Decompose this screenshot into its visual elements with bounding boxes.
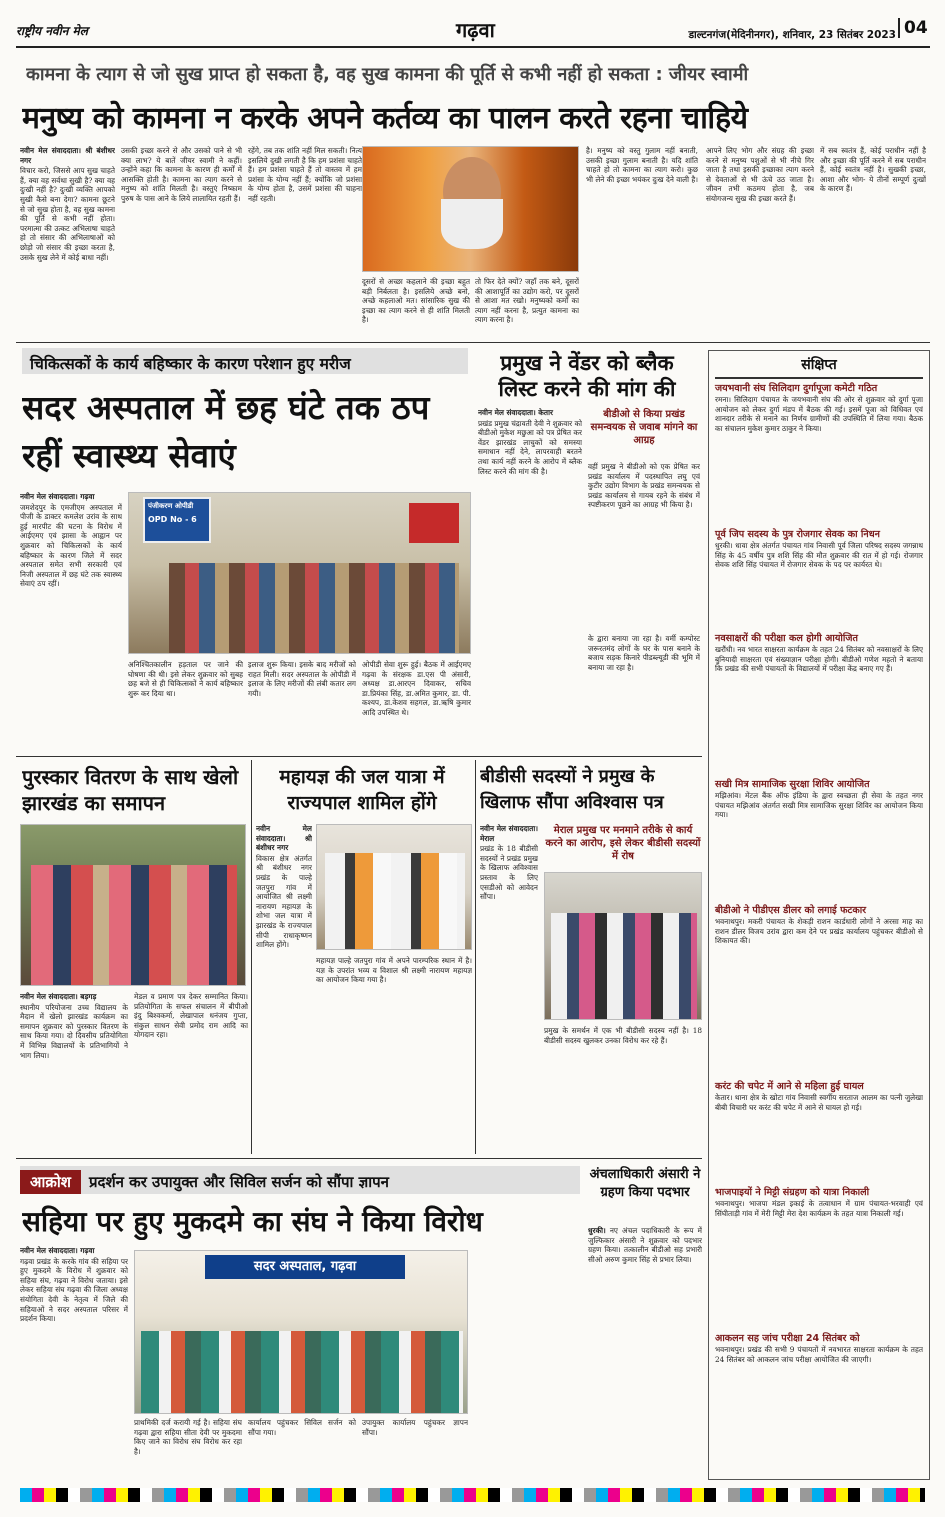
story1-col9: में सब स्वतंत्र हैं, कोई पराधीन नहीं है और इच्छा की पूर्ति करने में सब पराधीन हैं, कोई स्वतंत्र नहीं है। सुखकी इच्छा, आशा और भोग- ये तीनों सम्पूर्ण दुःखों के कारण हैं। [820,146,926,194]
brief-item: जयभवानी संघ सिलिदाग दुर्गापूजा कमेटी गठित रमना। सिलिदाग पंचायत के जयभवानी संघ की ओर से शुक्रवार को दुर्गा पूजा आयोजन को लेकर दुर्गा मंडप में बैठक की गई। इसमें पूजा को विधिवत एवं शानदार तरीके से मनाने का निर्णय ग्रामीणों की उपस्थिति में लिया गया। बैठक का संचालन मुकेश कुमार ठाकुर ने किया। [715,383,923,433]
players-group [31,865,237,986]
beard-shape [441,199,503,249]
story7-col2: प्राथमिकी दर्ज करायी गई है। सहिया संघ गढ़वा द्वारा सहिया सीता देवी पर मुकदमा किए जाने का विरोध संघ विरोध कर रहा है। [134,1418,242,1456]
story7-col4: उपायुक्त कार्यालय पहुंचकर ज्ञापन सौंपा। [362,1418,468,1437]
section-title: गढ़वा [456,18,495,42]
brief-item: करंट की चपेट में आने से महिला हुई घायल केतार। थाना क्षेत्र के खोटा गांव निवासी स्वर्गीय सरताज आलम का पत्नी जुलेखा बीबी विचारी घर करंट की चपेट में आने से घायल हो गई। [715,1081,923,1112]
governor-meeting-photo [316,824,472,950]
story5-col2: महायज्ञ पाल्हे जतपुरा गांव में अपने पारम्परिक स्थान में है। यज्ञ के उपरांत भव्य व विशाल श्री लक्ष्मी नारायण महायज्ञ का आयोजन किया गया है। [316,956,472,985]
story6-deck: मेराल प्रमुख पर मनमाने तरीके से कार्य करने का आरोप, इसे लेकर बीडीसी सदस्यों में रोष [545,825,701,862]
divider [16,756,702,757]
story2-col3: इलाज शुरू किया। इसके बाद मरीजों को राहत मिली। सदर अस्पताल के ओपीडी में इलाज के लिए मरीजों की लंबी कतार लग गयी। [248,660,356,698]
brief-item: आकलन सह जांच परीक्षा 24 सितंबर को भवनाथपुर। प्रखंड की सभी 9 पंचायतों में नवभारत साक्षरता कार्यक्रम के तहत 24 सितंबर को आकलन जांच परीक्षा आयोजित की जाएगी। [715,1333,923,1364]
story3-subhead: बीडीओ से किया प्रखंड समन्वयक से जवाब मांगने का आग्रह [590,409,698,446]
protesters-group [141,1331,463,1414]
story7-col1: नवीन मेल संवाददाता। गढ़वा गढ़वा प्रखंड के करके गांव की सहिया पर हुए मुकदमे के विरोध में शुक्रवार को सहिया संघ, गढ़वा ने विरोध जताया। इसे लेकर सहिया संघ गढ़वा की जिला अध्यक्ष संयोगिता देवी के नेतृत्व में जिले की सहियाओं ने सदर अस्पताल परिसर में प्रदर्शन किया। [20,1246,128,1324]
story1-col6: तो फिर देते क्यों? जहाँ तक बने, दूसरों की आशापूर्ति का उद्योग करो, पर दूसरों से आशा मत रखो। मनुष्यको कर्मों का त्याग नहीं करना है, प्रत्युत कामना का त्याग करना है। [475,277,579,325]
briefs-box [708,350,930,1480]
story2-col2: अनिश्चितकालीन हड़ताल पर जाने की घोषणा की थी। इसे लेकर शुक्रवार को सुबह छह बजे से ही चिकित्सकों ने कार्य बहिष्कार शुरू कर दिया था। [128,660,243,698]
story6-col1: नवीन मेल संवाददाता। मेराल प्रखंड के 18 बीडीसी सदस्यों ने प्रखंड प्रमुख के खिलाफ अविश्वास प्रस्ताव के लिए एसडीओ को आवेदन सौंपा। [480,824,538,902]
hospital-queue-photo [128,492,471,654]
story8-headline: अंचलाधिकारी अंसारी ने ग्रहण किया पदभार [589,1167,701,1200]
brief-item: सखी मित्र सामाजिक सुरक्षा शिविर आयोजित मझिआंव। मेंटल बैंक ऑफ इंडिया के द्वारा स्वच्छता ही सेवा के तहत नगर पंचायत मझिआंव अंतर्गत सखी मित्र सामाजिक सुरक्षा शिविर का आयोजन किया गया। [715,779,923,820]
dateline: डाल्टनगंज(मेदिनीनगर), शनिवार, 23 सितंबर 2023 [688,29,896,41]
story1-col3: रहेंगे, तब तक शांति नहीं मिल सकती। नित्य इसलिये दुखी लगती है कि हम प्रशंसा चाहते हैं। हम प्रशंसा चाहते हैं तो वास्तव में हम प्रशंसा के योग्य नहीं हैं; क्योंकि जो प्रशंसा के योग्य होता है, उसमें प्रशंसा की चाहना नहीं रहती। [248,146,362,203]
story7-kicker: आक्रोश प्रदर्शन कर उपायुक्त और सिविल सर्जन को सौंपा ज्ञापन [20,1166,580,1194]
story1-col7: है। मनुष्य को वस्तु गुलाम नहीं बनाती, उसकी इच्छा गुलाम बनाती है। यदि शांति चाहते हो तो कामना का त्याग करो। कुछ भी लेने की इच्छा भयंकर दुःख देने वाली है। [586,146,698,184]
story8-col1: धुरकी। नए अंचल पदाधिकारी के रूप में जुल्फिकार अंसारी ने शुक्रवार को पदभार ग्रहण किया। तत्कालीन बीडीओ सह प्रभारी सीओ अरुण कुमार सिंह से प्रभार लिया। [588,1226,702,1264]
people-group [325,853,465,950]
brief-item: बीडीओ ने पीडीएस डीलर को लगाई फटकार भवनाथपुर। मकरी पंचायत के शेकड़ी राशन कार्डधारी लोगों ने अरसा माह का राशन डीलर विजय उरांव द्वारा कम देने पर प्रखंड कार्यालय पहुंचकर बीडीओ से शिकायत की। [715,905,923,946]
story1-col5: दूसरों से अच्छा कहलाने की इच्छा बहुत बड़ी निर्बलता है। इसलिये अच्छे बनो, अच्छे कहलाओ मत। सांसारिक सुख की इच्छा का त्याग करने से ही शांति मिलती है। [362,277,470,325]
story4-col1: नवीन मेल संवाददाता। बड़गड़ स्थानीय परियोजना उच्च विद्यालय के मैदान में खेलो झारखंड कार्यक्रम का समापन शुक्रवार को पुरस्कार वितरण के साथ किया गया। दो दिवसीय प्रतियोगिता में विभिन्न विद्यालयों के प्रतिभागियों ने भाग लिया। [20,992,128,1060]
story1-col2: उसकी इच्छा करने से और उसको पाने से भी क्या लाभ? ये बातें जीयर स्वामी ने कहीं। उन्होंने कहा कि कामना के कारण ही कर्मों में आसक्ति होती है। कामना का त्याग करने से मनुष्य को शांति मिलती है। वस्तुएं निष्काम पुरुष के पास आने के लिये लालायित रहती हैं। [121,146,242,203]
swami-photo [362,146,579,272]
story2-headline-1: सदर अस्पताल में छह घंटे तक ठप रहीं स्वास्थ्य सेवाएं [22,388,430,475]
story4-headline: पुरस्कार वितरण के साथ खेलो झारखंड का समापन [22,765,239,815]
members-group [551,913,697,1020]
divider [251,760,252,1154]
headline-main: मनुष्य को कामना न करके अपने कर्तव्य का पालन करते रहना चाहिये [22,101,748,136]
story5-headline: महायज्ञ की जल यात्रा में राज्यपाल शामिल होंगे [279,766,445,814]
brief-item: भाजपाइयों ने मिट्टी संग्रहण को यात्रा निकाली भवनाथपुर। भाजपा मंडल इकाई के तत्वाधान में ग्राम पंचायत-भरवाही एवं सिंघीताड़ी गांव में मेरी मिट्टी मेरा देश कार्यक्रम के तहत यात्रा निकाली गई। [715,1187,923,1218]
story3-col2: वहीं प्रमुख ने बीडीओ को एक प्रेषित कर प्रखंड कार्यालय में पदस्थापित लघु एवं कुटीर उद्योग विभाग के प्रखंड समन्वयक से प्रखंड कार्यालय से गायब रहने के संबंध में स्पष्टीकरण पूछने का आग्रह भी किया है। [588,462,700,510]
briefs-title: संक्षिप्त [715,355,923,379]
page-number: 04 [898,18,930,38]
story3-col1: नवीन मेल संवाददाता। केतार प्रखंड प्रमुख चंद्रावती देवी ने शुक्रवार को बीडीओ मुकेश मछुआ को पत्र प्रेषित कर वेंडर झारखंड लाचुकों को समस्या समाधान नहीं देने, लापरवाही बरतने तथा कार्य नहीं करने के आरोप में ब्लैक लिस्ट करने की मांग की है। [478,408,582,476]
kicker-tag: आक्रोश [20,1170,81,1194]
story1-col8: आपने लिए भोग और संग्रह की इच्छा करने से मनुष्य पशुओं से भी नीचे गिर जाता है तथा इसकी इच्छाका त्याग करने से देवताओं से भी ऊंचे उठ जाता है। जीवन तभी कठमय होता है, जब संयोगजन्य सुख की इच्छा करते हैं। [706,146,814,203]
brief-item: नवसाक्षरों की परीक्षा कल होगी आयोजित खरौंधी। नव भारत साक्षरता कार्यक्रम के तहत 24 सितंबर को नवसाक्षरों के लिए बुनियादी साक्षरता एवं संख्याज्ञान परीक्षा होगी। बीडीओ गणेश महतो ने बताया कि प्रखंड की सभी पंचायतों के विद्यालयों में परीक्षा केंद्र बनाए गए हैं। [715,633,923,674]
newspaper-logo: राष्ट्रीय नवीन मेल [16,24,88,38]
divider [16,1158,702,1159]
story2-kicker: चिकित्सकों के कार्य बहिष्कार के कारण परेशान हुए मरीज [22,348,468,374]
red-board [409,503,459,543]
opd-sign: पंजीकरण ओपीडी OPD No - 6 [143,497,211,543]
story5-col1: नवीन मेल संवाददाता। श्री बंशीधर नगर विकास क्षेत्र अंतर्गत श्री बंशीधर नगर प्रखंड के पाल्हे जतपुरा गांव में आयोजित श्री लक्ष्मी नारायण महायज्ञ के शोभा जल यात्रा में झारखंड के राज्यपाल सीपी राधाकृष्णन शामिल होंगे। [256,824,312,950]
print-color-bar [20,1488,925,1502]
masthead [16,14,930,48]
story6-headline: बीडीसी सदस्यों ने प्रमुख के खिलाफ सौंपा अविश्वास पत्र [480,766,664,813]
hospital-sign: सदर अस्पताल, गढ़वा [205,1255,405,1279]
story7-col3: कार्यालय पहुंचकर सिविल सर्जन को सौंपा गया। [248,1418,356,1437]
divider [16,342,930,343]
story7-headline: सहिया पर हुए मुकदमे का संघ ने किया विरोध [22,1205,483,1238]
story2-col1: नवीन मेल संवाददाता। गढ़वा जमशेदपुर के एमजीएम अस्पताल में पीजी के डाक्टर कमलेश उरांव के साथ हुई मारपीट की घटना के विरोध में आईएमए एवं झासा के आह्वान पर शुक्रवार को चिकित्सकों के कार्य बहिष्कार के कारण जिले में सदर अस्पताल समेत सभी सरकारी एवं निजी अस्पताल में छह घंटे तक स्वास्थ्य सेवाएं ठप रहीं। [20,492,122,589]
brief-item: पूर्व जिप सदस्य के पुत्र रोजगार सेवक का निधन धुरकी। धावा क्षेत्र अंतर्गत पंचायत गांव निवासी पूर्व जिला परिषद सदस्य जगन्नाथ सिंह के 45 वर्षीय पुत्र शशि सिंह की मौत शुक्रवार की रात में हो गई। रोजगार सेवक शशि सिंह पंचायत में रोजगार सेवक के पद पर कार्यरत थे। [715,529,923,570]
protest-hospital-photo [134,1250,468,1414]
sports-award-photo [20,824,246,986]
quote-line: कामना के त्याग से जो सुख प्राप्त हो सकता है, वह सुख कामना की पूर्ति से कभी नहीं हो सकता : जीयर स्वामी [26,64,749,85]
story6-col2: प्रमुख के समर्थन में एक भी बीडीसी सदस्य नहीं है। 18 बीडीसी सदस्य खुलकर उनका विरोध कर रहे हैं। [544,1026,702,1045]
bdc-members-photo [544,872,702,1020]
story3-col3: के द्वारा बनाया जा रहा है। वर्मी कम्पोस्ट जरूरतमंद लोगों के घर के पास बनाने के बजाय सड़क किनारे पीडब्ल्यूडी की भूमि में बनाया जा रहा है। [588,634,700,672]
story1-col1: नवीन मेल संवाददाता। श्री बंशीधर नगर विचार करो, जिससे आप सुख चाहते हैं, क्या वह सर्वथा सुखी है? क्या वह दुःखी नहीं है? दुःखी व्यक्ति आपको सुखी कैसे बना देगा? कामना छूटने से जो सुख होता है, वह सुख कामना की पूर्ति से कभी नहीं होता। परमात्मा की उत्कट अभिलाषा चाहते हो तो संसार की अभिलाषाओं को छोड़ो जो संसार की इच्छा करता है, उसके सुख लेने में कोई बाधा नहीं। [20,146,115,262]
divider [475,760,476,1154]
story4-col2: मेडल व प्रमाण पत्र देकर सम्मानित किया। प्रतियोगिता के सफल संचालन में बीपीओ इंदु बिश्वकर्मा, लेखापाल धनंजय गुप्ता, संकुल साधन सेवी प्रमोद राम आदि का योगदान रहा। [134,992,248,1040]
story2-col4: ओपीडी सेवा शुरू हुई। बैठक में आईएमए गढ़वा के संरक्षक डा.एस पी अंसारी, अध्यक्ष डा.आरएन दिवाकर, सचिव डा.प्रियंका सिंह, डा.अमित कुमार, डा. पी. कश्यप, डा.केशव सहगल, डा.ऋषि कुमार आदि उपस्थित थे। [362,660,471,717]
queue-crowd [169,563,459,654]
story3-headline: प्रमुख ने वेंडर को ब्लैक लिस्ट करने की मांग की [498,351,676,401]
